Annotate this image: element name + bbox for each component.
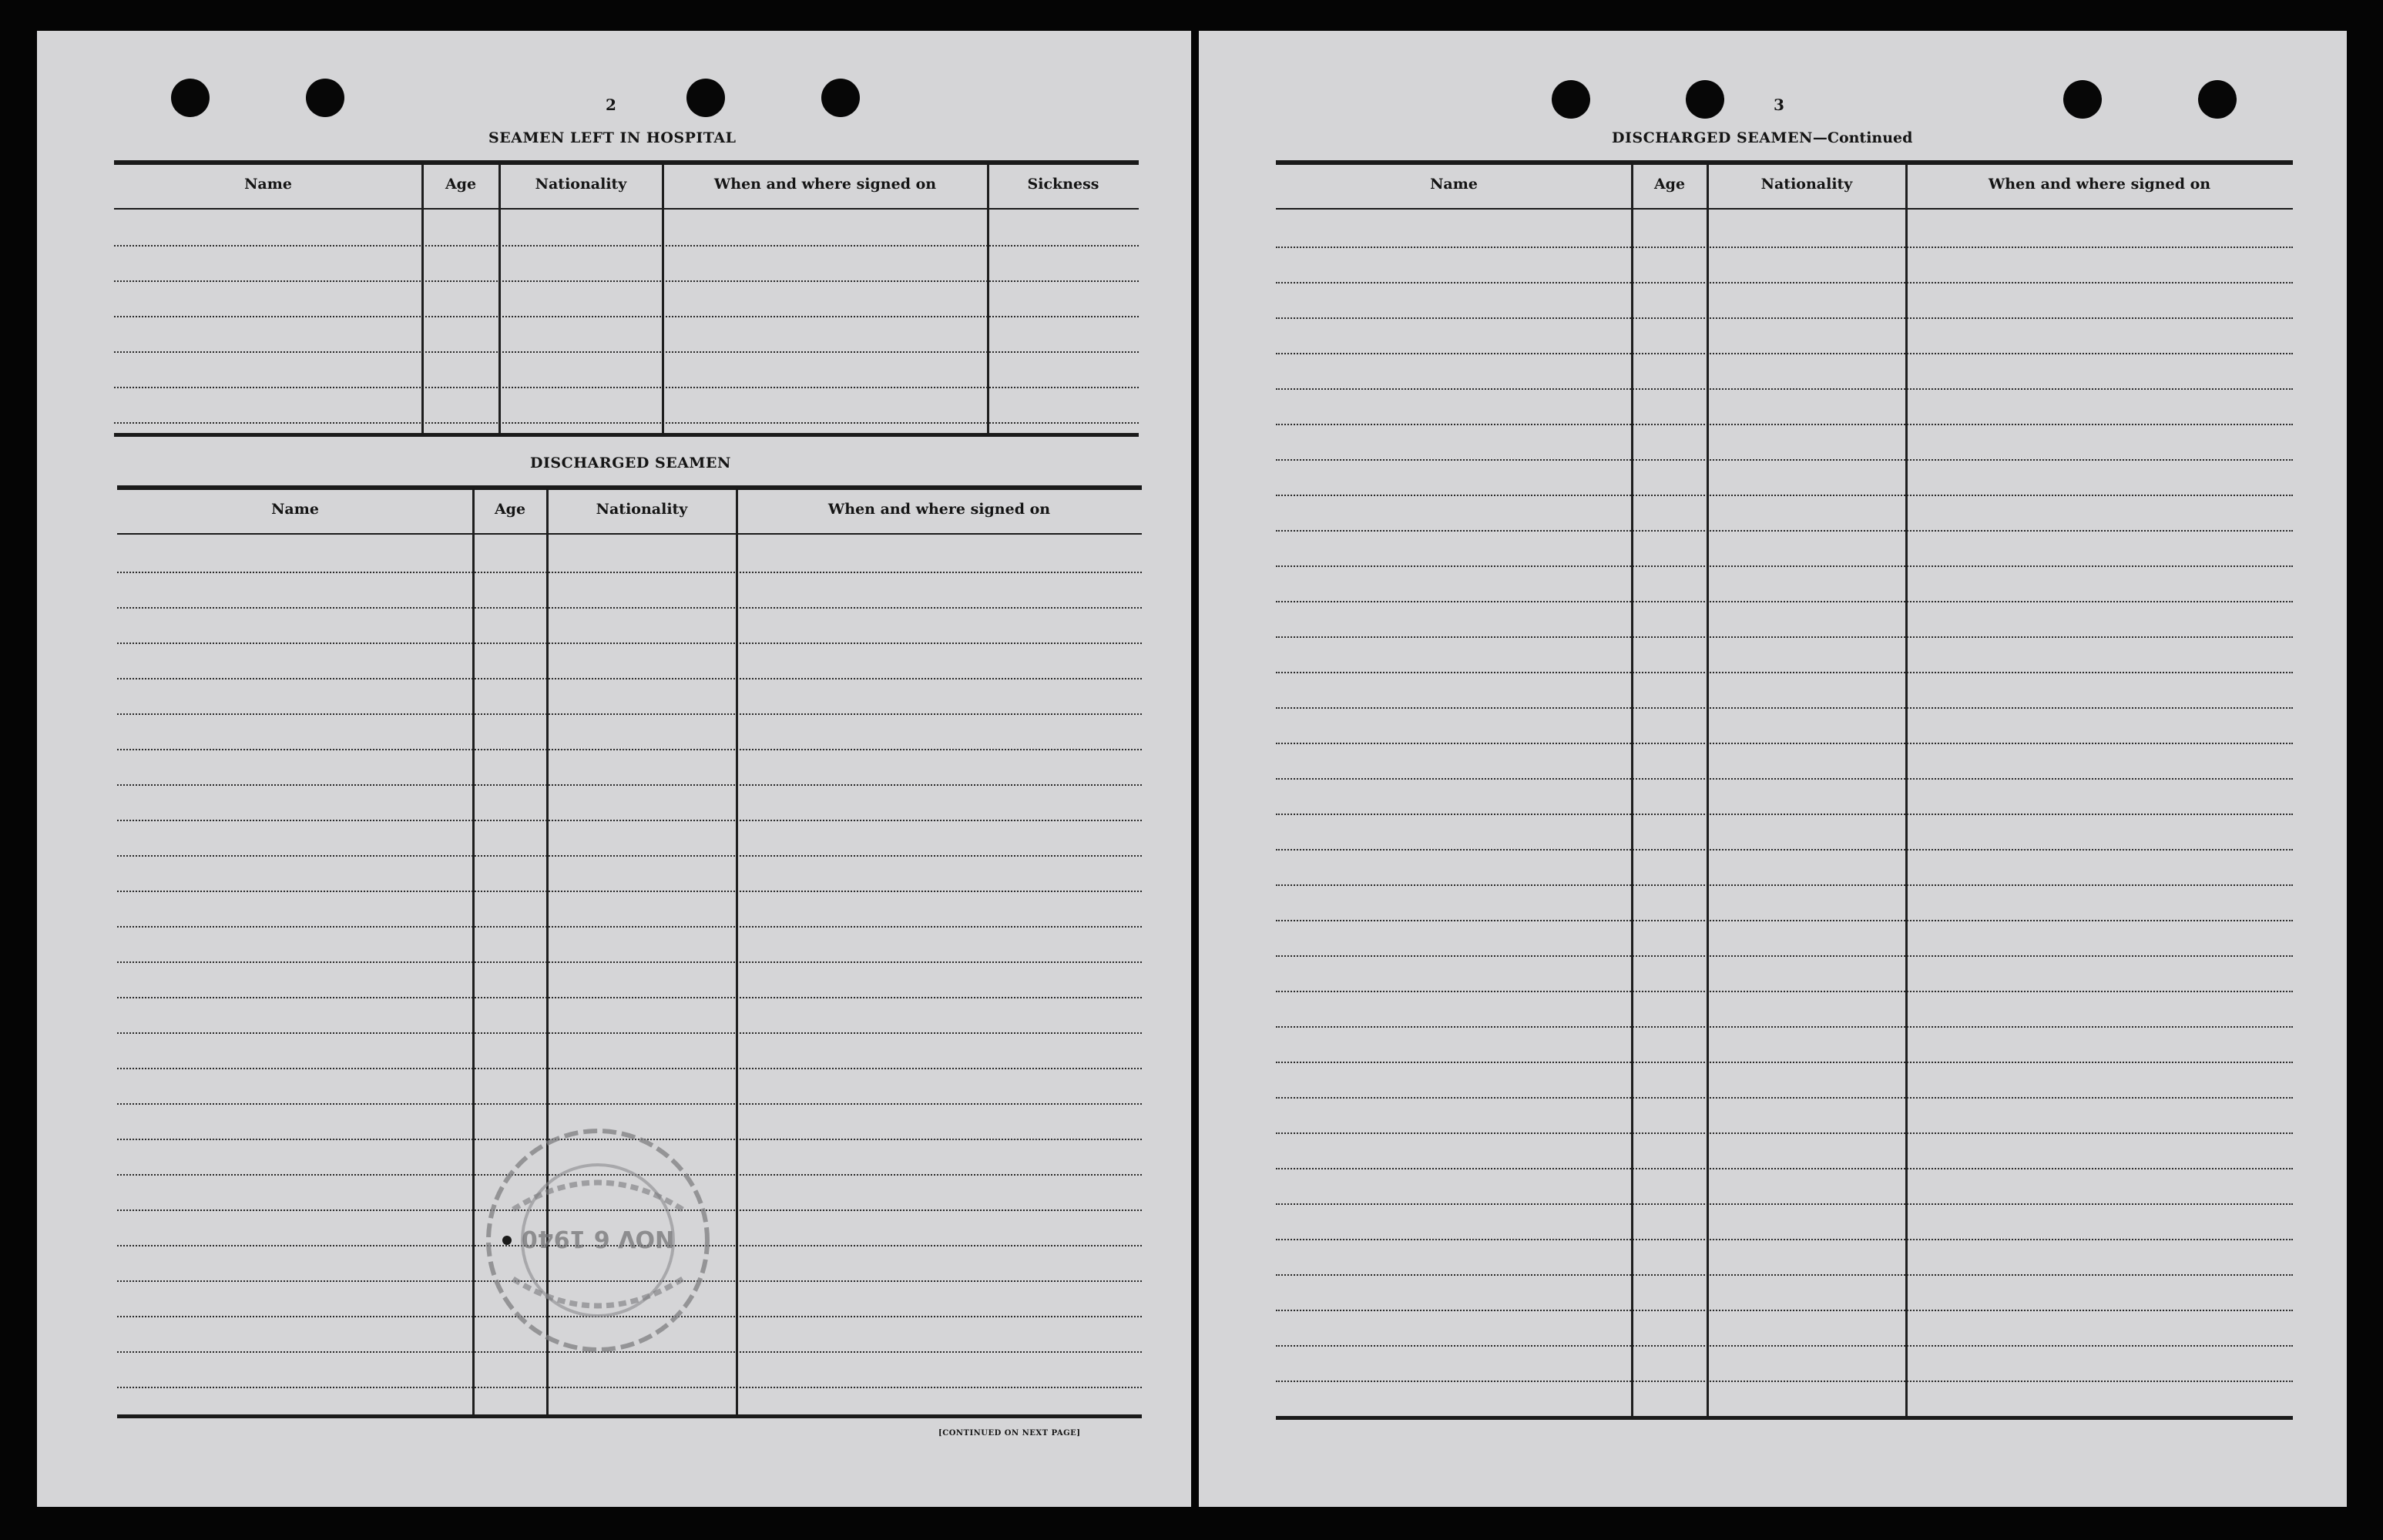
- table-row: [117, 926, 1142, 928]
- table-row: [1276, 778, 2293, 780]
- table-row: [117, 1068, 1142, 1069]
- punch-hole: [686, 79, 725, 117]
- table-row: [1276, 459, 2293, 461]
- table-row: [1276, 317, 2293, 319]
- table-row: [1276, 1310, 2293, 1311]
- table-row: [117, 1387, 1142, 1388]
- table-row: [1276, 1239, 2293, 1240]
- table-row: [1276, 672, 2293, 673]
- table-row: [1276, 814, 2293, 815]
- discharged-continued-table: [1276, 160, 2293, 1451]
- table-row: [1276, 849, 2293, 851]
- table-row: [114, 245, 1139, 247]
- punch-hole: [306, 79, 344, 117]
- table-row: [117, 820, 1142, 821]
- table-row: [1276, 530, 2293, 532]
- punch-hole: [2198, 80, 2237, 119]
- table-row: [1276, 1203, 2293, 1205]
- table-row: [117, 997, 1142, 998]
- table-row: [1276, 991, 2293, 992]
- table-row: [1276, 743, 2293, 744]
- table-row: [117, 784, 1142, 786]
- table-row: [1276, 1168, 2293, 1169]
- table-row: [114, 351, 1139, 353]
- table-row: [114, 280, 1139, 282]
- section-title-main: DISCHARGED SEAMEN: [1612, 129, 1813, 146]
- punch-hole: [2063, 80, 2102, 119]
- column-header-name: Name: [1430, 176, 1478, 193]
- column-header-nationality: Nationality: [1760, 176, 1853, 193]
- table-row: [1276, 247, 2293, 248]
- table-row: [117, 749, 1142, 750]
- column-header-nationality: Nationality: [596, 501, 688, 518]
- table-row: [1276, 884, 2293, 886]
- table-row: [117, 643, 1142, 644]
- table-row: [1276, 636, 2293, 638]
- table-row: [1276, 1026, 2293, 1028]
- table-row: [1276, 1062, 2293, 1063]
- table-row: [1276, 601, 2293, 602]
- column-header-age: Age: [445, 176, 477, 193]
- table-row: [1276, 955, 2293, 957]
- table-row: [1276, 1345, 2293, 1347]
- left-page: [37, 31, 1191, 1507]
- table-row: [1276, 565, 2293, 567]
- table-row: [114, 422, 1139, 424]
- table-row: [114, 316, 1139, 317]
- table-row: [117, 1032, 1142, 1034]
- postmark-stamp: [482, 1125, 713, 1356]
- table-row: [117, 891, 1142, 892]
- hospital-table: [114, 160, 1139, 468]
- discharged-continued-title: [1612, 129, 1912, 146]
- table-row: [1276, 353, 2293, 354]
- stamp-date-text: NOV 6 1940: [521, 1225, 675, 1252]
- table-row: [1276, 1381, 2293, 1382]
- table-row: [1276, 495, 2293, 496]
- table-row: [117, 713, 1142, 715]
- right-page: [1199, 31, 2347, 1507]
- table-row: [1276, 282, 2293, 284]
- column-header-signed-on: When and where signed on: [1988, 176, 2211, 193]
- table-row: [117, 1103, 1142, 1105]
- table-row: [117, 678, 1142, 679]
- column-header-signed-on: When and where signed on: [713, 176, 937, 193]
- table-row: [114, 387, 1139, 388]
- page-number: 3: [1774, 96, 1785, 114]
- continued-on-next-page-note: [CONTINUED ON NEXT PAGE]: [938, 1429, 1081, 1438]
- punch-hole: [1686, 80, 1724, 119]
- table-row: [1276, 1274, 2293, 1276]
- punch-hole: [1552, 80, 1590, 119]
- column-header-name: Name: [271, 501, 319, 518]
- table-row: [117, 961, 1142, 963]
- table-row: [117, 572, 1142, 573]
- discharged-section-title: DISCHARGED SEAMEN: [530, 455, 731, 471]
- page-number: 2: [606, 96, 617, 114]
- table-row: [1276, 1097, 2293, 1099]
- column-header-nationality: Nationality: [535, 176, 627, 193]
- column-header-age: Age: [1653, 176, 1686, 193]
- column-header-name: Name: [244, 176, 292, 193]
- table-row: [117, 607, 1142, 609]
- table-row: [1276, 920, 2293, 921]
- table-row: [117, 855, 1142, 857]
- table-row: [1276, 388, 2293, 390]
- column-header-signed-on: When and where signed on: [827, 501, 1051, 518]
- table-row: [1276, 424, 2293, 425]
- column-header-age: Age: [494, 501, 526, 518]
- punch-hole: [821, 79, 860, 117]
- section-title-suffix: —Continued: [1812, 129, 1913, 146]
- column-header-sickness: Sickness: [1027, 176, 1099, 193]
- table-row: [1276, 1132, 2293, 1134]
- hospital-section-title: SEAMEN LEFT IN HOSPITAL: [488, 129, 737, 146]
- table-row: [1276, 707, 2293, 709]
- punch-hole: [171, 79, 210, 117]
- stamp-graphic: [482, 1125, 713, 1356]
